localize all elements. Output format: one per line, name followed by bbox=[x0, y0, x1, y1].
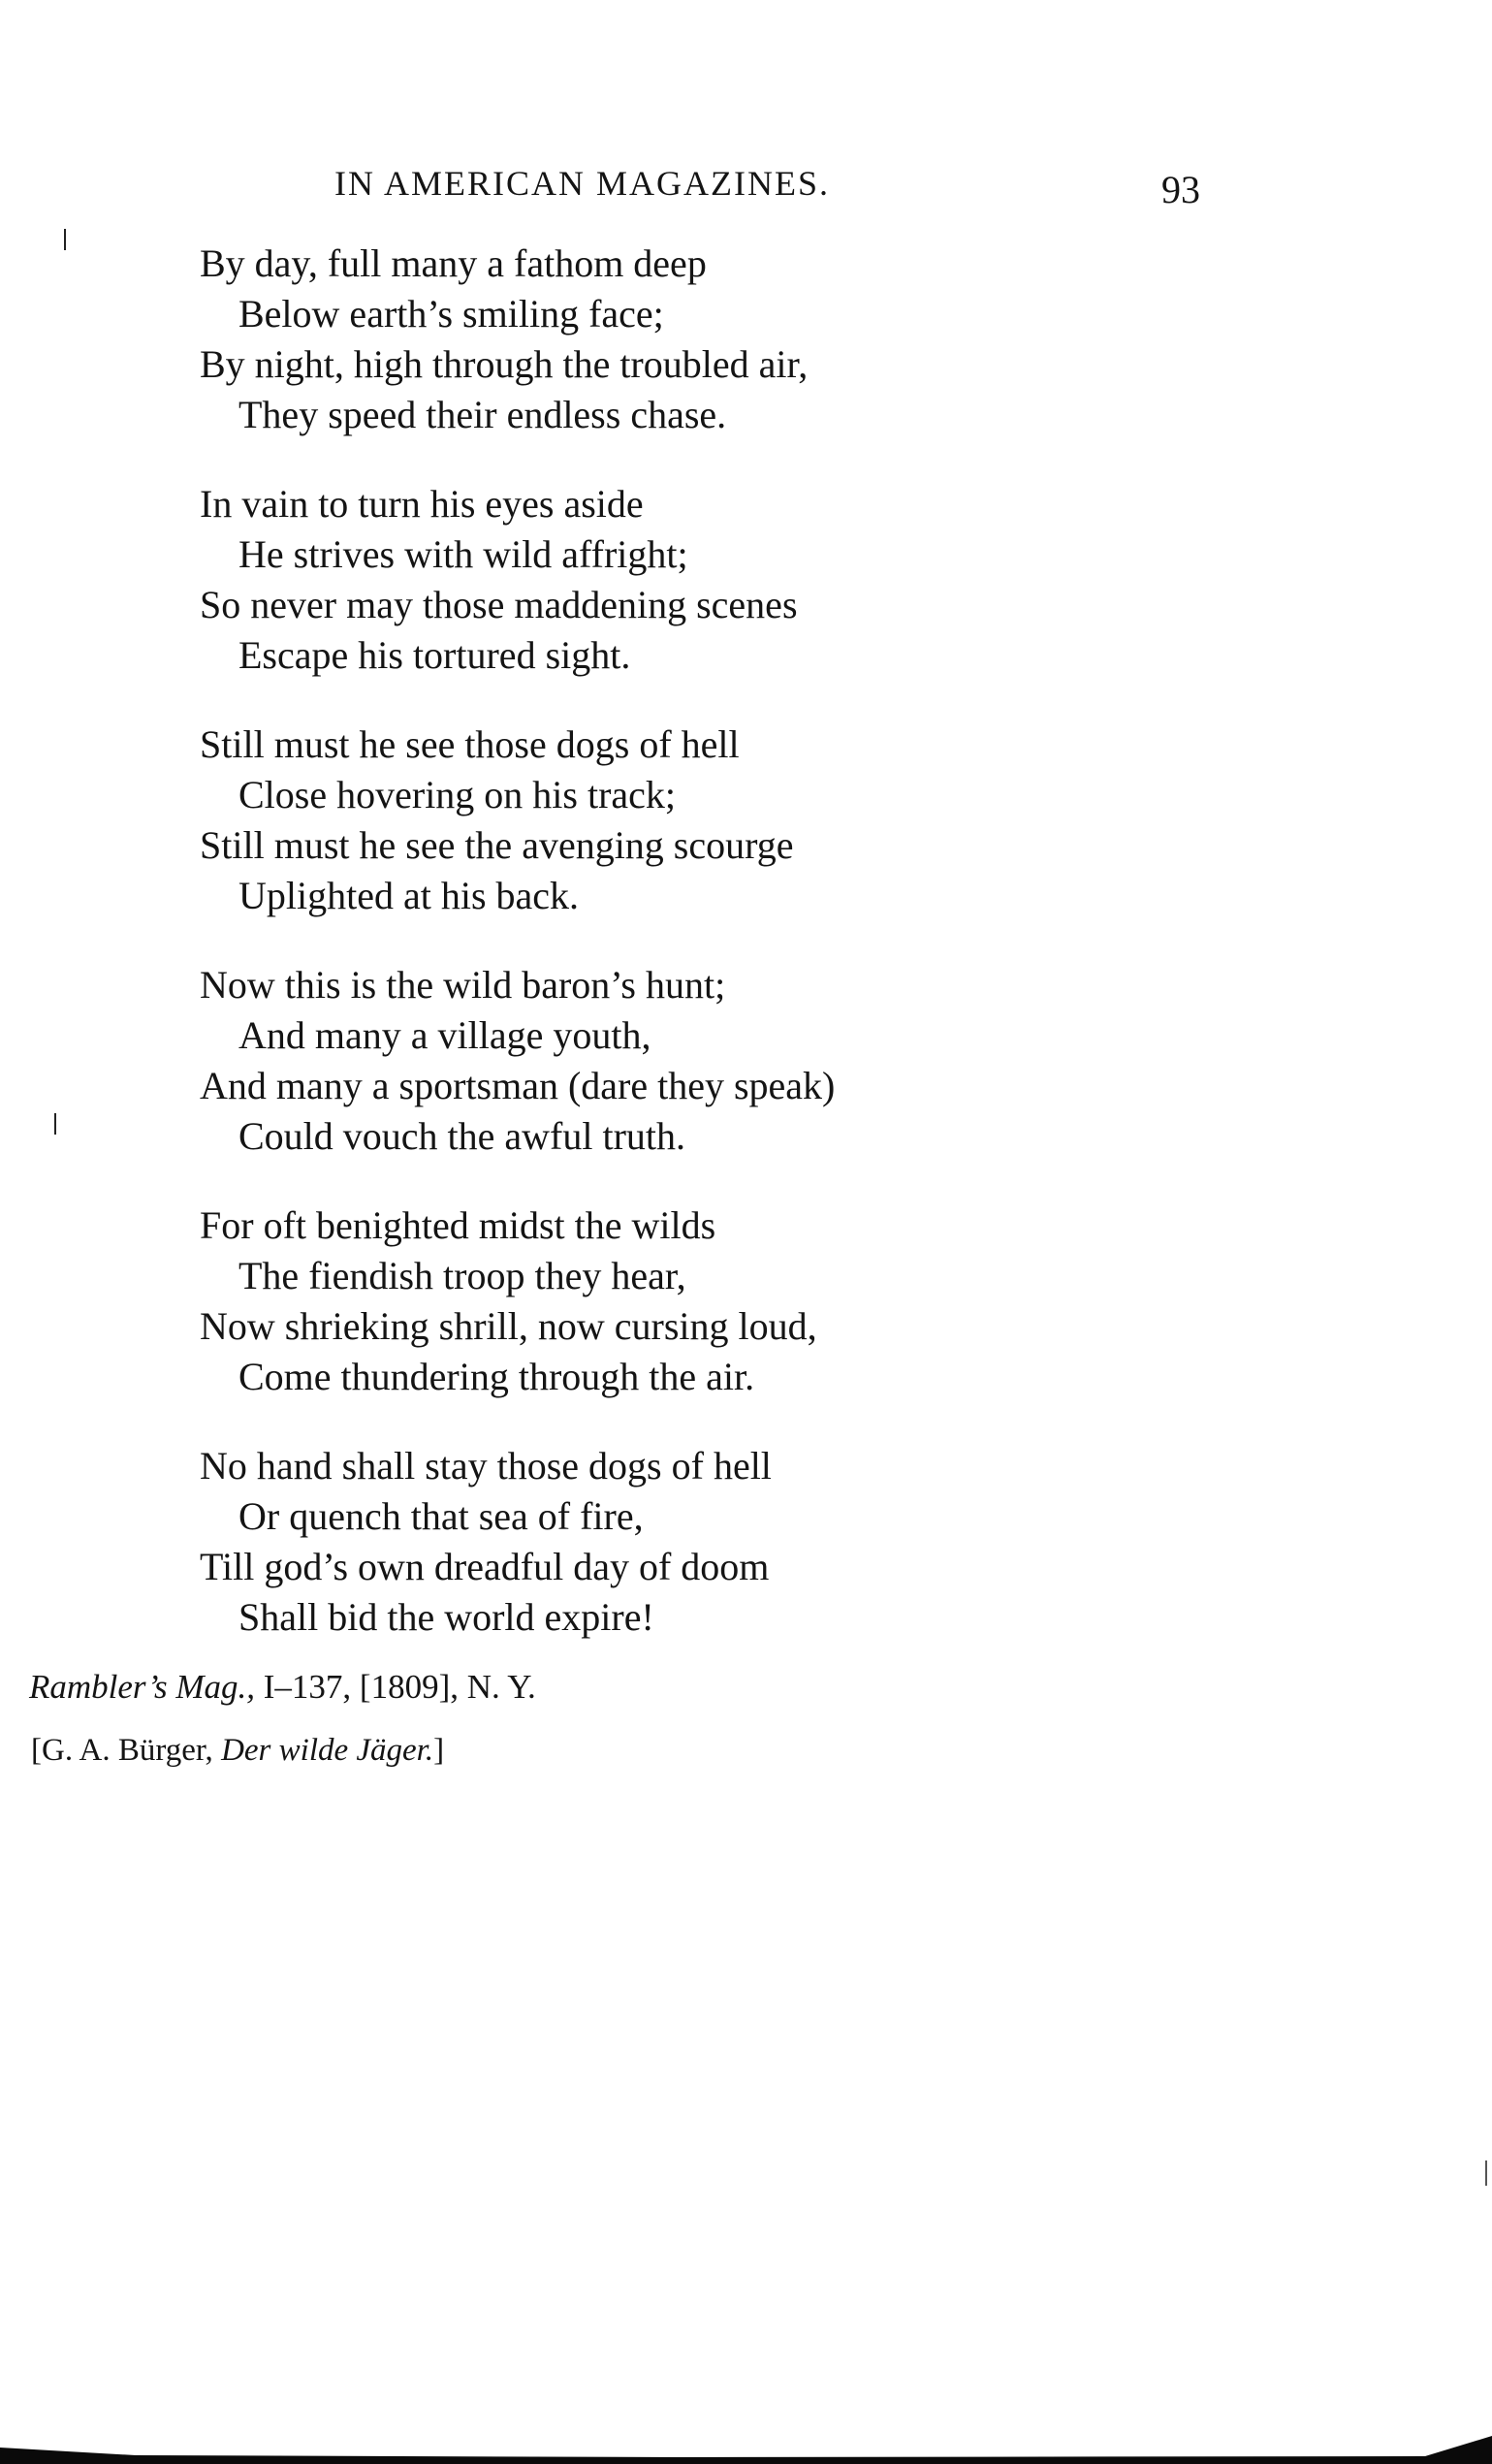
page-number: 93 bbox=[1161, 168, 1200, 211]
running-head: IN AMERICAN MAGAZINES. bbox=[334, 164, 830, 203]
poem-line: Close hovering on his track; bbox=[238, 773, 677, 816]
margin-mark bbox=[54, 1113, 56, 1135]
stanza bbox=[0, 720, 1163, 921]
attribution-author: [G. A. Bürger, bbox=[31, 1733, 222, 1768]
poem-line: Shall bid the world expire! bbox=[238, 1595, 654, 1639]
margin-mark bbox=[1485, 2160, 1487, 2186]
poem-line: Till god’s own dreadful day of doom bbox=[200, 1545, 770, 1588]
poem-line: By night, high through the troubled air, bbox=[200, 342, 809, 386]
stanza bbox=[0, 1441, 1163, 1643]
page-bottom-edge bbox=[0, 2434, 1492, 2464]
poem-line: He strives with wild affright; bbox=[238, 532, 688, 576]
poem-line: And many a village youth, bbox=[238, 1013, 651, 1057]
source-title: Rambler’s Mag., bbox=[29, 1668, 256, 1706]
source-citation bbox=[29, 1668, 536, 1707]
poem-line: For oft benighted midst the wilds bbox=[200, 1203, 716, 1247]
poem bbox=[0, 239, 1163, 1681]
poem-line: Now shrieking shrill, now cursing loud, bbox=[200, 1304, 817, 1348]
margin-mark bbox=[64, 229, 66, 250]
poem-line: Now this is the wild baron’s hunt; bbox=[200, 963, 726, 1007]
poem-line: No hand shall stay those dogs of hell bbox=[200, 1444, 772, 1488]
poem-line: Could vouch the awful truth. bbox=[238, 1114, 686, 1158]
stanza bbox=[0, 1200, 1163, 1402]
poem-line: And many a sportsman (dare they speak) bbox=[200, 1064, 836, 1107]
poem-line: Still must he see those dogs of hell bbox=[200, 722, 740, 766]
poem-line: So never may those maddening scenes bbox=[200, 583, 798, 626]
page-bottom-edge-shadow bbox=[0, 2436, 1492, 2464]
poem-line: Or quench that sea of fire, bbox=[238, 1494, 644, 1538]
poem-line: Uplighted at his back. bbox=[238, 874, 580, 917]
poem-line: Come thundering through the air. bbox=[238, 1355, 755, 1398]
stanza bbox=[0, 479, 1163, 681]
attribution-close-bracket: ] bbox=[433, 1733, 445, 1768]
poem-line: Still must he see the avenging scourge bbox=[200, 823, 794, 867]
source-details: I–137, [1809], N. Y. bbox=[255, 1668, 536, 1706]
poem-line: Below earth’s smiling face; bbox=[238, 292, 664, 336]
stanza bbox=[0, 239, 1163, 440]
poem-line: By day, full many a fathom deep bbox=[200, 241, 707, 285]
attribution-work-title: Der wilde Jäger. bbox=[221, 1733, 434, 1768]
stanza bbox=[0, 960, 1163, 1162]
attribution bbox=[31, 1733, 444, 1769]
poem-line: The fiendish troop they hear, bbox=[238, 1254, 686, 1297]
poem-line: Escape his tortured sight. bbox=[238, 633, 631, 677]
poem-line: In vain to turn his eyes aside bbox=[200, 482, 644, 526]
poem-line: They speed their endless chase. bbox=[238, 393, 727, 436]
